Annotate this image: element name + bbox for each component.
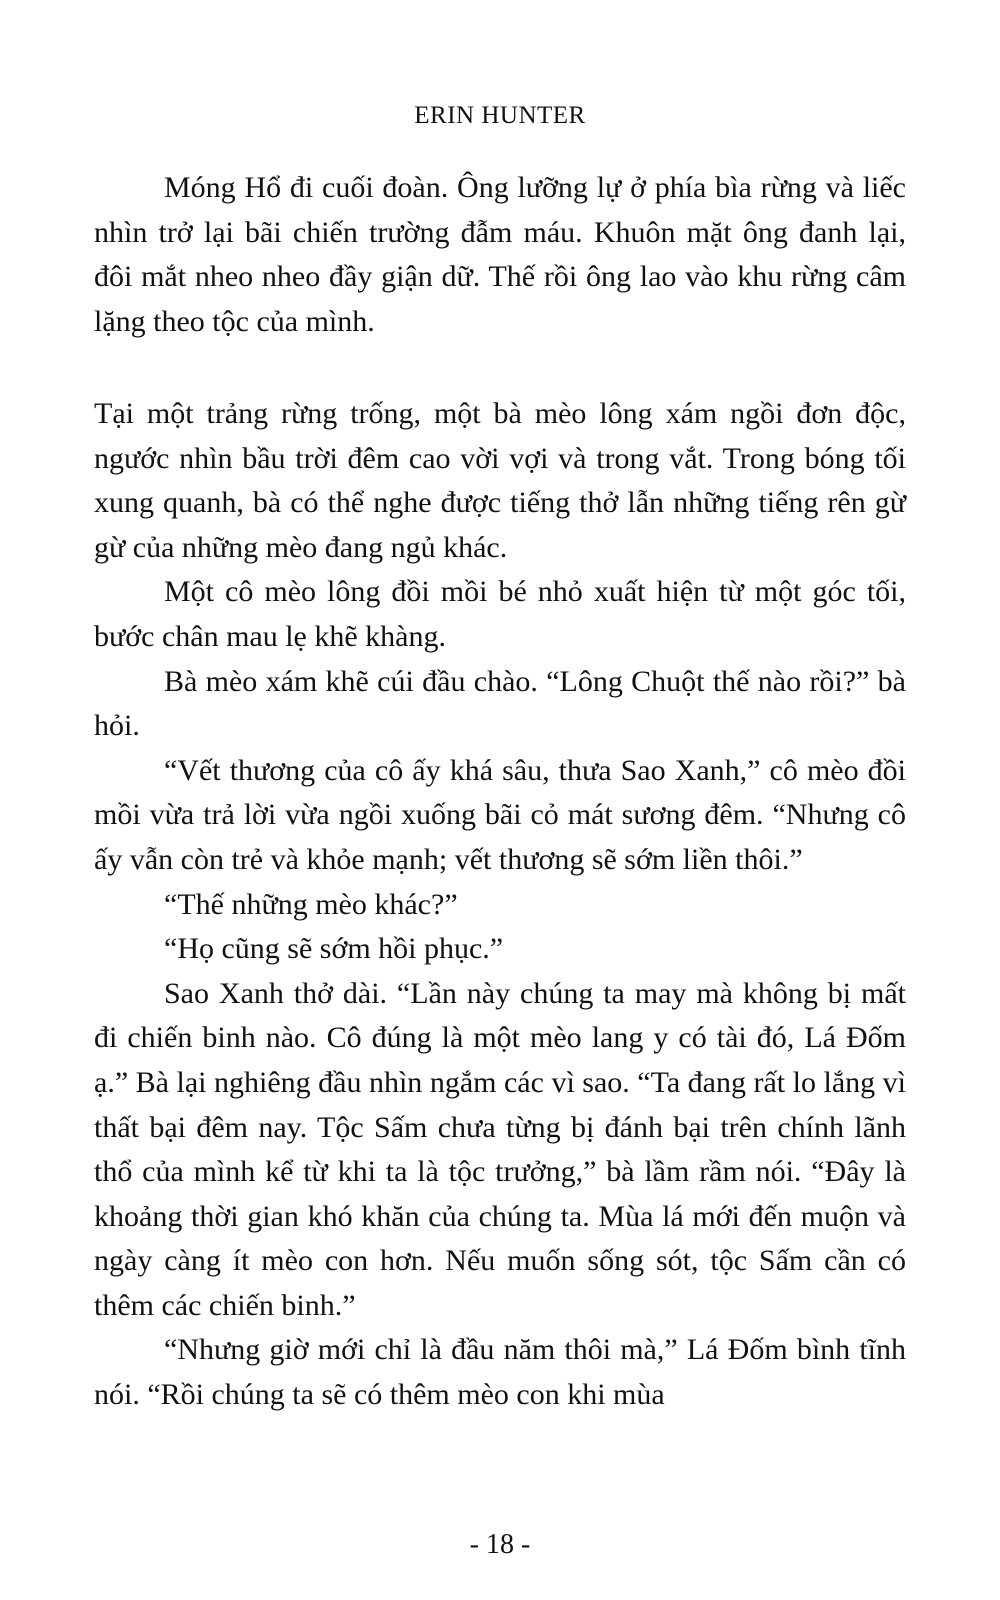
- paragraph: “Nhưng giờ mới chỉ là đầu năm thôi mà,” Lá Đốm bình tĩnh nói. “Rồi chúng ta sẽ có thêm mèo con khi mùa: [94, 1333, 906, 1412]
- paragraph: Tại một trảng rừng trống, một bà mèo lông xám ngồi đơn độc, ngước nhìn bầu trời đêm cao vời vợi và trong vắt. Trong bóng tối xung quanh, bà có thể nghe được tiếng thở lẫn những tiếng rên gừ gừ của những mèo đang ngủ khác.: [94, 397, 906, 564]
- paragraph: “Vết thương của cô ấy khá sâu, thưa Sao Xanh,” cô mèo đồi mồi vừa trả lời vừa ngồi xuống bãi cỏ mát sương đêm. “Nhưng cô ấy vẫn còn trẻ và khỏe mạnh; vết thương sẽ sớm liền thôi.”: [94, 753, 906, 876]
- paragraph: Sao Xanh thở dài. “Lần này chúng ta may mà không bị mất đi chiến binh nào. Cô đúng là một mèo lang y có tài đó, Lá Đốm ạ.” Bà lại nghiêng đầu nhìn ngắm các vì sao. “Ta đang rất lo lắng vì thất bại đêm nay. Tộc Sấm chưa từng bị đánh bại trên chính lãnh thổ của mình kể từ khi ta là tộc trưởng,” bà lầm rầm nói. “Đây là khoảng thời gian khó khăn của chúng ta. Mùa lá mới đến muộn và ngày càng ít mèo con hơn. Nếu muốn sống sót, tộc Sấm cần có thêm các chiến binh.”: [94, 976, 906, 1322]
- paragraph: “Họ cũng sẽ sớm hồi phục.”: [164, 932, 504, 966]
- paragraph: “Thế những mèo khác?”: [164, 887, 458, 921]
- paragraph: Móng Hổ đi cuối đoàn. Ông lưỡng lự ở phía bìa rừng và liếc nhìn trở lại bãi chiến trường đẫm máu. Khuôn mặt ông đanh lại, đôi mắt nheo nheo đầy giận dữ. Thế rồi ông lao vào khu rừng câm lặng theo tộc của mình.: [94, 171, 906, 338]
- paragraph: Bà mèo xám khẽ cúi đầu chào. “Lông Chuột thế nào rồi?” bà hỏi.: [94, 664, 906, 743]
- text-section-2: [94, 392, 906, 1418]
- text-section-1: [94, 166, 906, 344]
- running-head: ERIN HUNTER: [414, 102, 586, 129]
- page-number: - 18 -: [469, 1529, 531, 1560]
- paragraph: Một cô mèo lông đồi mồi bé nhỏ xuất hiện từ một góc tối, bước chân mau lẹ khẽ khàng.: [94, 575, 906, 653]
